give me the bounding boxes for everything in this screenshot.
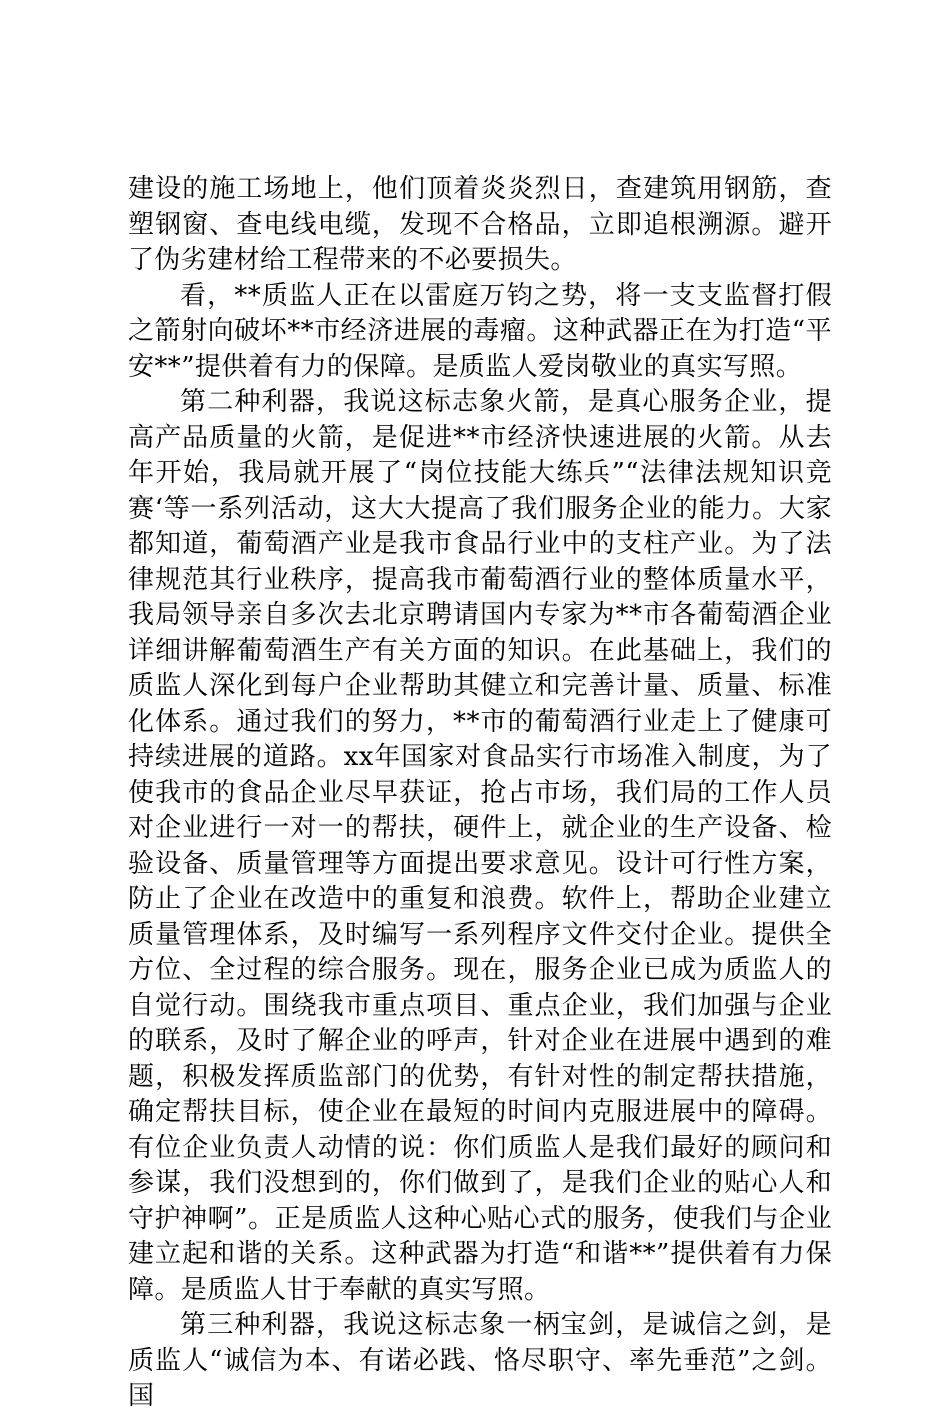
paragraph-supervision-arrow: 看，**质监人正在以雷庭万钧之势，将一支支监督打假之箭射向破坏**市经济进展的毒瘤。这种武器正在为打造“平安**”提供着有力的保障。是质监人爱岗敬业的真实写照。 — [128, 280, 832, 382]
paragraph-second-weapon-rocket: 第二种利器，我说这标志象火箭，是真心服务企业，提高产品质量的火箭，是促进**市经济快速进展的火箭。从去年开始，我局就开展了“岗位技能大练兵”“法律法规知识竞赛‘等一系列活动，这大大提高了我们服务企业的能力。大家都知道，葡萄酒产业是我市食品行业中的支柱产业。为了法律规范其行业秩序，提高我市葡萄酒行业的整体质量水平，我局领导亲自多次去北京聘请国内专家为**市各葡萄酒企业详细讲解葡萄酒生产有关方面的知识。在此基础上，我们的质监人深化到每户企业帮助其健立和完善计量、质量、标准化体系。通过我们的努力，**市的葡萄酒行业走上了健康可持续进展的道路。xx年国家对食品实行市场准入制度，为了使我市的食品企业尽早获证，抢占市场，我们局的工作人员对企业进行一对一的帮扶，硬件上，就企业的生产设备、检验设备、质量管理等方面提出要求意见。设计可行性方案，防止了企业在改造中的重复和浪费。软件上，帮助企业建立质量管理体系，及时编写一系列程序文件交付企业。提供全方位、全过程的综合服务。现在，服务企业已成为质监人的自觉行动。围绕我市重点项目、重点企业，我们加强与企业的联系，及时了解企业的呼声，针对企业在进展中遇到的难题，积极发挥质监部门的优势，有针对性的制定帮扶措施，确定帮扶目标，使企业在最短的时间内克服进展中的障碍。有位企业负责人动情的说：你们质监人是我们最好的顾问和参谋，我们没想到的，你们做到了，是我们企业的贴心人和守护神啊”。正是质监人这种心贴心式的服务，使我们与企业建立起和谐的关系。这种武器为打造“和谐**”提供着有力保障。是质监人甘于奉献的真实写照。 — [128, 387, 832, 1305]
paragraph-third-weapon-sword: 第三种利器，我说这标志象一柄宝剑，是诚信之剑，是质监人“诚信为本、有诺必践、恪尽职守、率先垂范”之剑。国 — [128, 1310, 832, 1411]
paragraph-continuation: 建设的施工场地上，他们顶着炎炎烈日，查建筑用钢筋，查塑钢窗、查电线电缆，发现不合格品，立即追根溯源。避开了伪劣建材给工程带来的不必要损失。 — [128, 174, 832, 275]
document-body — [128, 172, 832, 1415]
